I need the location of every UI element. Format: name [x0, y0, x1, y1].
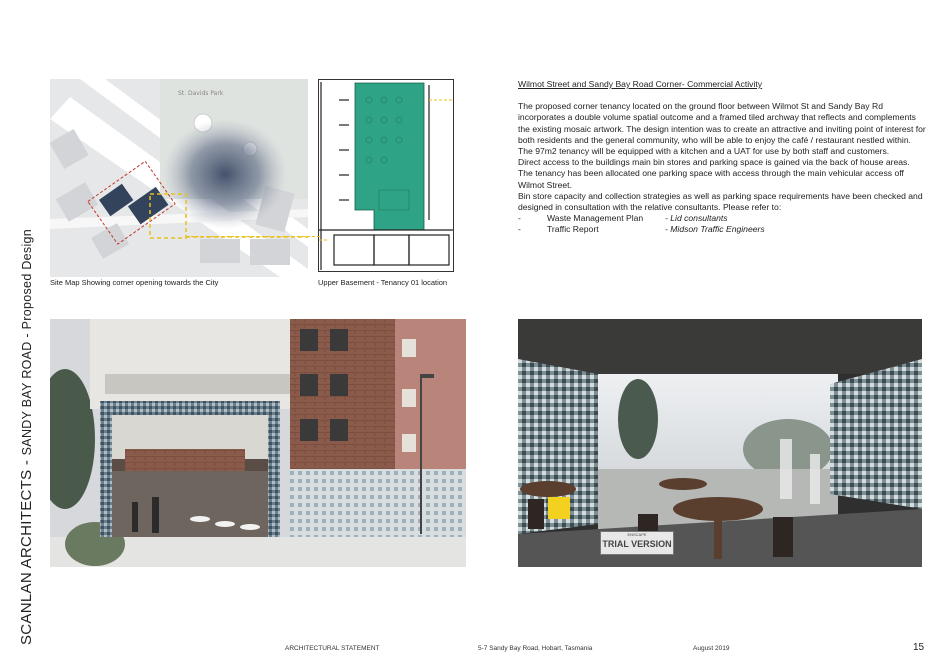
paragraph-1: The proposed corner tenancy located on the ground floor between Wilmot St and Sandy Bay Rd incorporates a double volume spatial outcome and a framed tiled archway that reflects and complements the existing mosaic artwork. The design intention was to create an attractive and inviting point of interest for both residents and the general community, who will be able to enjoy the café / restaurant nestled within. — [518, 101, 926, 145]
reference-label: Traffic Report — [547, 224, 599, 235]
reference-consultant: - Midson Traffic Engineers — [665, 224, 765, 235]
footer-address: 5-7 Sandy Bay Road, Hobart, Tasmania — [478, 645, 593, 652]
site-map-caption: Site Map Showing corner opening towards the City — [50, 278, 219, 287]
interior-render-image — [518, 319, 922, 567]
park-label: St. Davids Park — [178, 90, 224, 97]
trial-watermark — [600, 531, 674, 555]
site-map-graphic — [50, 79, 308, 277]
reference-row — [518, 224, 930, 235]
floor-plan-image — [318, 79, 454, 272]
description-text — [518, 79, 930, 236]
reference-consultant: - Lid consultants — [665, 213, 728, 224]
site-map-image — [50, 79, 308, 277]
footer-date: August 2019 — [693, 645, 730, 652]
paragraph-2: The 97m2 tenancy will be equipped with a kitchen and a UAT for use by both staff and customers. — [518, 146, 890, 157]
title-separator-2: - — [20, 329, 34, 342]
page-number: 15 — [913, 642, 925, 653]
reference-label: Waste Management Plan — [547, 213, 644, 224]
paragraph-5: Bin store capacity and collection strategies as well as parking space requirements have been checked and designed in consultation with the relative consultants. Please refer to: — [518, 190, 923, 213]
project-name: SANDY BAY ROAD — [20, 341, 34, 456]
paragraph-3: Direct access to the buildings main bin stores and parking space is gained via the back of house areas. — [518, 157, 910, 168]
exterior-render-graphic — [50, 319, 466, 567]
watermark-brand: ENSCAPE — [627, 532, 647, 537]
reference-bullet: - — [518, 224, 521, 235]
reference-bullet: - — [518, 213, 521, 224]
floor-plan-caption: Upper Basement - Tenancy 01 location — [318, 278, 448, 287]
firm-name: SCANLAN ARCHITECTS — [18, 469, 35, 645]
watermark-title: TRIAL VERSION — [602, 539, 672, 549]
connector-line — [186, 236, 320, 237]
section-name: Proposed Design — [20, 228, 34, 330]
footer-document-title: ARCHITECTURAL STATEMENT — [285, 645, 380, 652]
text-heading: Wilmot Street and Sandy Bay Road Corner- Commercial Activity — [518, 79, 763, 89]
sidebar-title — [18, 45, 48, 645]
reference-row — [518, 213, 930, 224]
title-separator: - — [18, 455, 35, 470]
exterior-render-image — [50, 319, 466, 567]
paragraph-4: The tenancy has been allocated one parking space with access through the main vehicular access off Wilmot Street. — [518, 168, 904, 190]
floor-plan-graphic — [319, 80, 453, 271]
interior-render-graphic — [518, 319, 922, 567]
